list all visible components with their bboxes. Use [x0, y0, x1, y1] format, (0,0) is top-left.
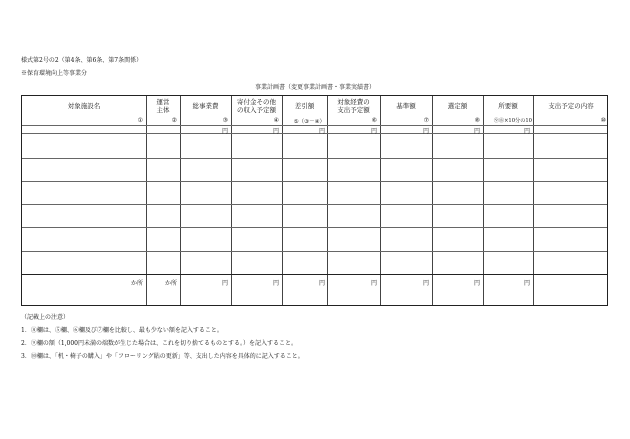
total-yen: 円: [272, 280, 279, 287]
col-num-5: ⑤（③－④）: [293, 119, 325, 125]
form-label: 様式第2号の2（第4条、第6条、第7条関係）: [21, 57, 143, 64]
table-title: 事業計画書（変更事業計画書・事業実績書）: [254, 84, 375, 91]
header-facility-name: 対象施設名: [67, 102, 101, 110]
total-yen: 円: [473, 280, 480, 287]
col-num-6: ⑥: [371, 117, 377, 124]
unit-yen: 円: [370, 128, 377, 135]
col-num-10: ⑩: [600, 117, 606, 124]
header-standard-amount: 基準額: [396, 102, 416, 110]
col-num-2: ②: [171, 117, 177, 124]
note-1: 1．⑧欄は、⑤欄、⑥欄及び⑦欄を比較し、最も少ない額を記入すること。: [21, 327, 223, 334]
unit-yen: 円: [422, 128, 429, 135]
col-num-4: ④: [273, 117, 279, 124]
notes-title: （記載上の注意）: [21, 314, 70, 321]
unit-yen: 円: [523, 128, 530, 135]
header-target-expense: 対象経費の 支出予定額: [337, 98, 370, 115]
unit-yen: 円: [318, 128, 325, 135]
header-selected-amount: 選定額: [447, 102, 468, 110]
total-operator-count: か所: [164, 280, 177, 287]
total-facility-count: か所: [130, 280, 143, 287]
col-num-8: ⑧: [474, 117, 480, 124]
header-total-cost: 総事業費: [192, 102, 219, 110]
unit-yen: 円: [473, 128, 480, 135]
header-difference: 差引額: [294, 102, 315, 110]
total-yen: 円: [221, 280, 228, 287]
col-num-3: ③: [222, 117, 228, 124]
project-label: ※保育環境向上等事業分: [21, 70, 88, 77]
total-yen: 円: [523, 280, 530, 287]
header-operator: 運営 主体: [156, 98, 170, 115]
unit-yen: 円: [272, 128, 279, 135]
col-num-9: ⑨⑧×10分の10: [493, 118, 532, 124]
note-2: 2．⑨欄の額（1,000円未満の端数が生じた場合は、これを切り捨てるものとする。）を記入すること。: [21, 340, 297, 347]
total-yen: 円: [370, 280, 377, 287]
col-num-7: ⑦: [423, 117, 429, 124]
header-required-amount: 所要額: [498, 102, 518, 110]
col-num-1: ①: [137, 117, 143, 124]
unit-yen: 円: [221, 128, 228, 135]
header-expense-content: 支出予定の内容: [548, 102, 594, 110]
plan-table: [21, 95, 608, 306]
note-3: 3．⑩欄は、「机・椅子の購入」や「フローリング貼の更新」等、支出した内容を具体的に記入すること。: [21, 353, 304, 360]
header-donations: 寄付金その他 の収入予定額: [237, 98, 276, 115]
total-yen: 円: [422, 280, 429, 287]
total-yen: 円: [318, 280, 325, 287]
